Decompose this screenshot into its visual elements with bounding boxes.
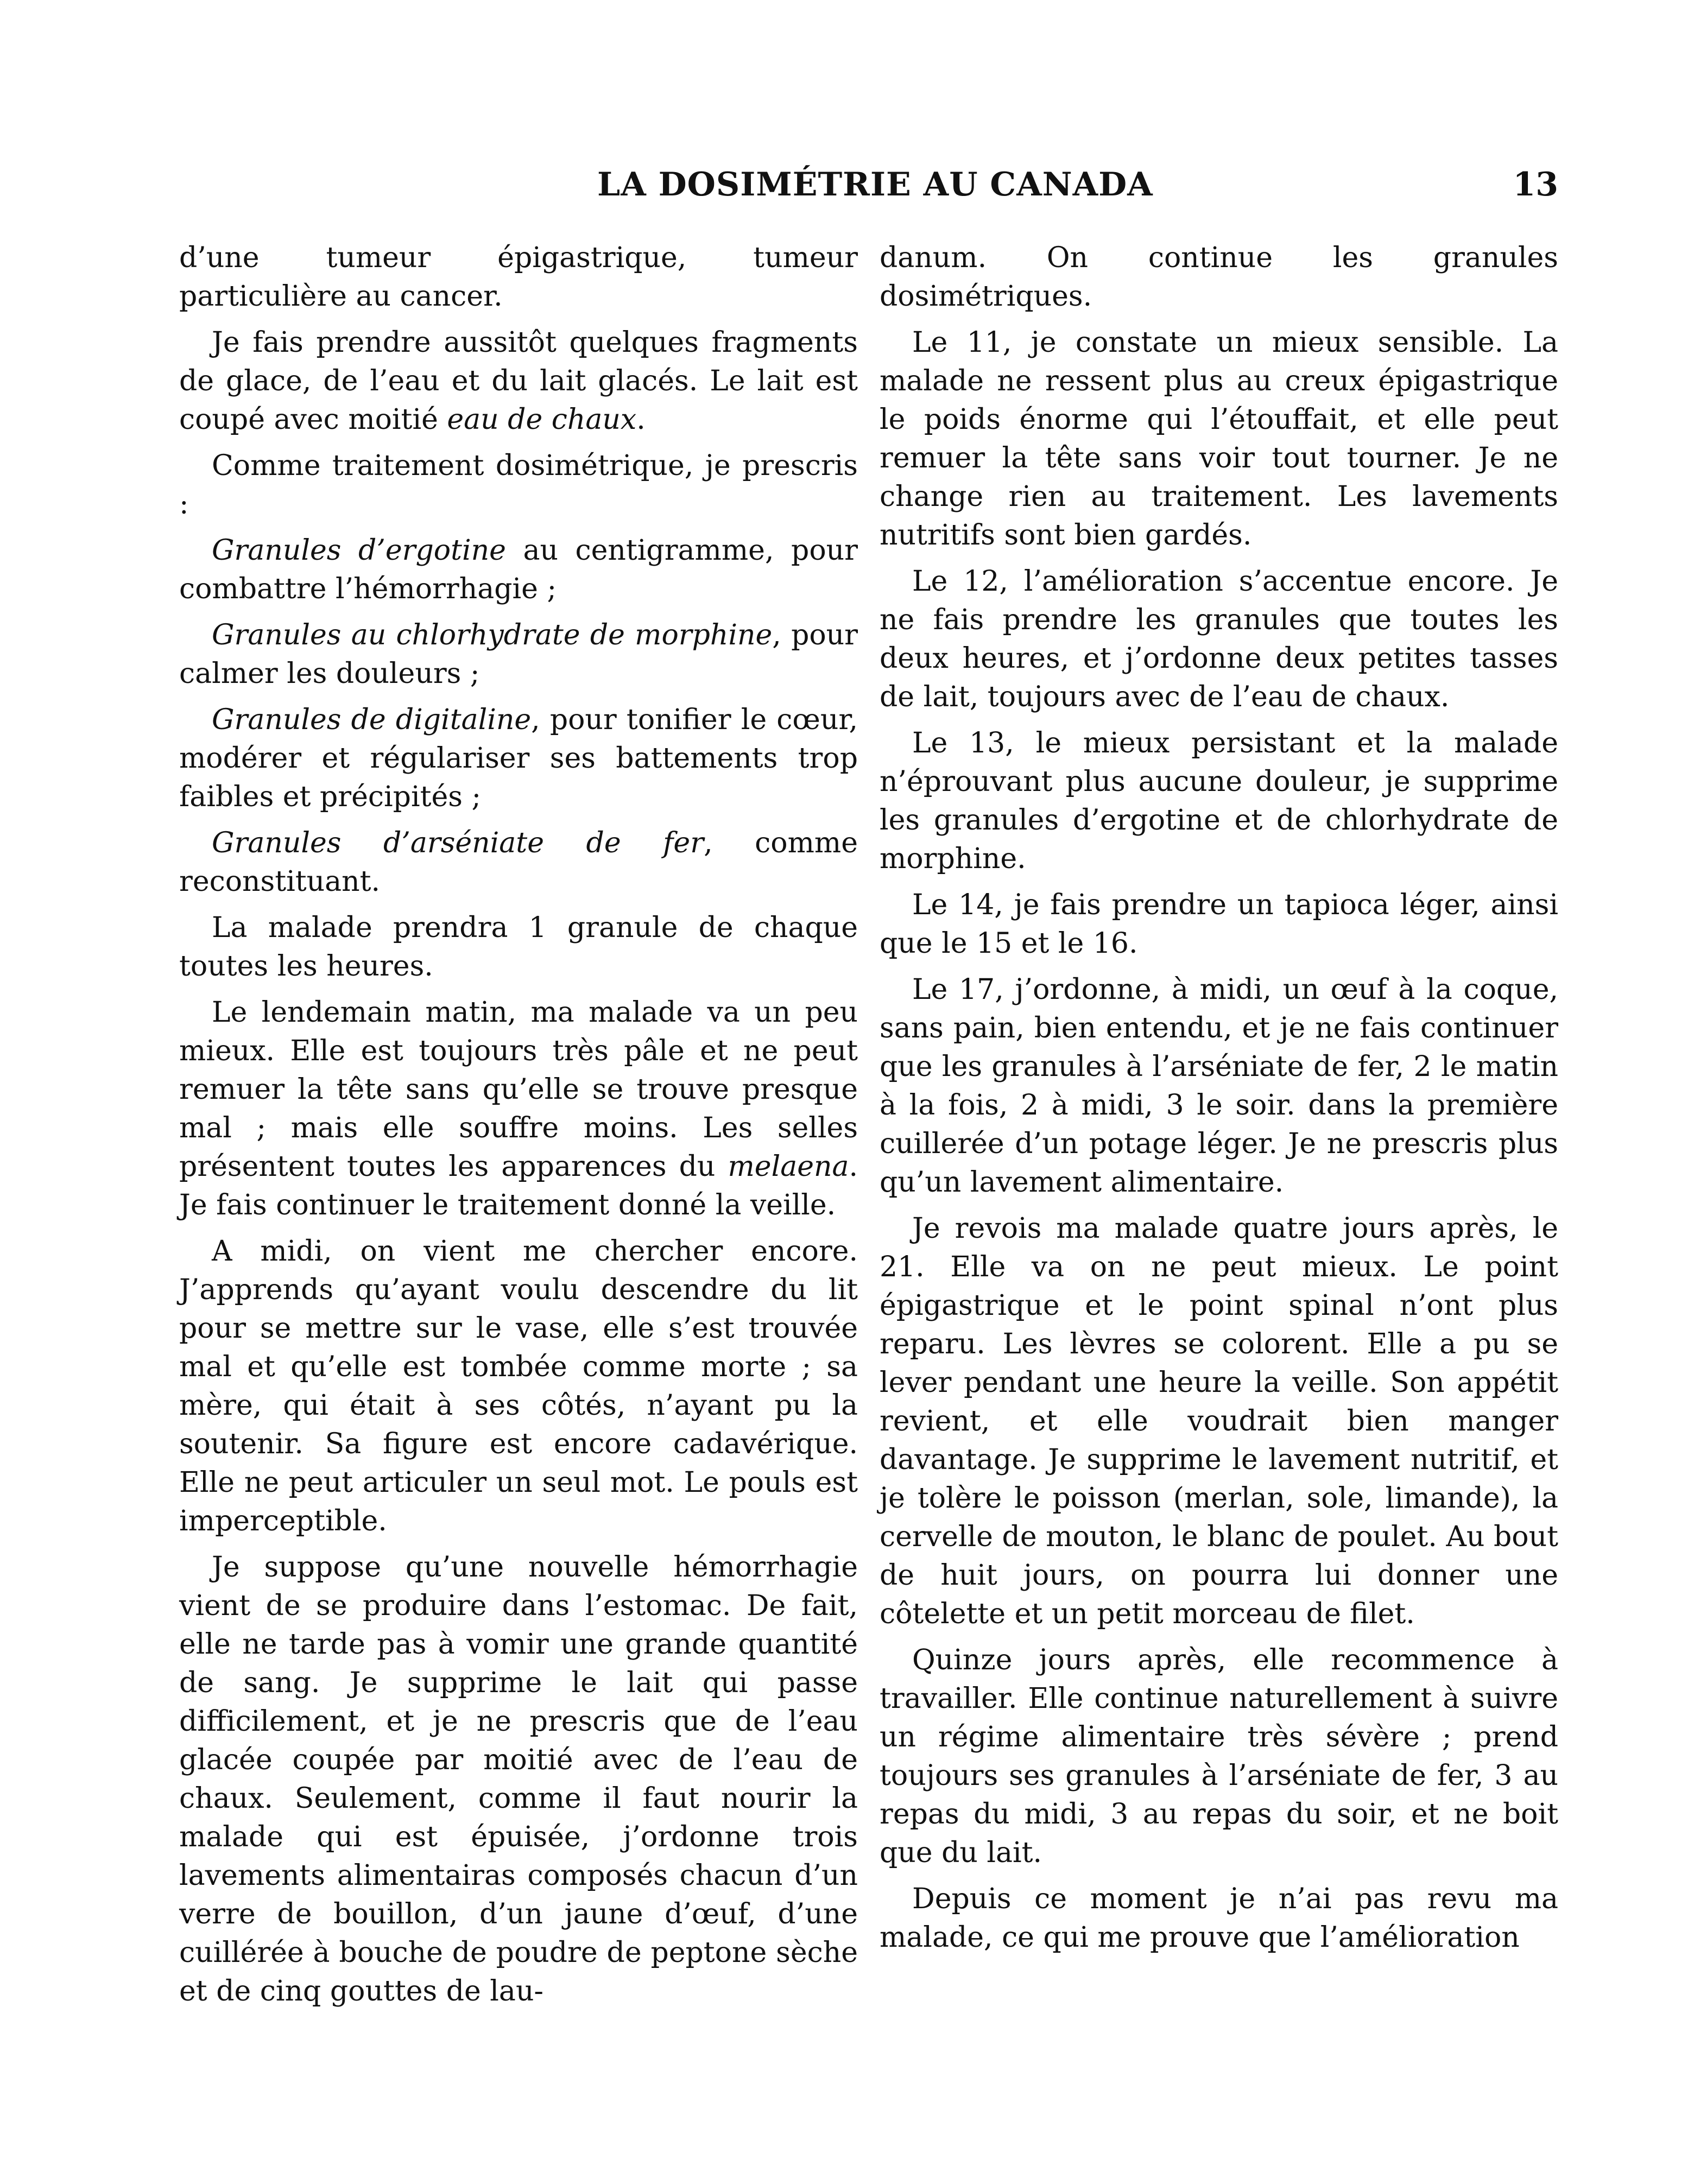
italic-text: Granules au chlorhydrate de morphine — [212, 619, 773, 651]
left-column — [179, 239, 858, 2018]
paragraph: Le 14, je fais prendre un tapioca léger, ainsi que le 15 et le 16. — [880, 889, 1558, 960]
paragraph — [179, 324, 858, 439]
paragraph — [179, 993, 858, 1225]
paragraph-text: au centigramme, pour combattre l’hémorrhagie ; — [179, 534, 858, 605]
prescription-item — [179, 701, 858, 816]
paragraph: La malade prendra 1 granule de chaque toutes les heures. — [179, 911, 858, 983]
paragraph-text: , comme reconstituant. — [179, 827, 858, 898]
paragraph-text: Le lendemain matin, ma malade va un peu mieux. Elle est toujours très pâle et ne peut remuer la tête sans qu’elle se trouve presque mal ; mais elle souffre moins. Les selles présentent toutes les apparences du — [179, 996, 858, 1183]
paragraph: Depuis ce moment je n’ai pas revu ma malade, ce qui me prouve que l’amélioration — [880, 1883, 1558, 1954]
paragraph: A midi, on vient me chercher encore. J’apprends qu’ayant voulu descendre du lit pour se mettre sur le vase, elle s’est trouvée mal et qu’elle est tombée comme morte ; sa mère, qui était à ses côtés, n’ayant pu la soutenir. Sa figure est encore cadavérique. Elle ne peut articuler un seul mot. Le pouls est imperceptible. — [179, 1235, 858, 1537]
italic-text: Granules d’arséniate de fer — [212, 827, 704, 859]
paragraph-text: . Je fais continuer le traitement donné la veille. — [179, 1150, 858, 1221]
paragraph: d’une tumeur épigastrique, tumeur particulière au cancer. — [179, 242, 858, 313]
italic-text: melaena — [728, 1150, 849, 1183]
right-column — [880, 239, 1558, 1965]
paragraph: Je revois ma malade quatre jours après, le 21. Elle va on ne peut mieux. Le point épigastrique et le point spinal n’ont plus reparu. Les lèvres se colorent. Elle a pu se lever pendant une heure la veille. Son appétit revient, et elle voudrait bien manger davantage. Je supprime le lavement nutritif, et je tolère le poisson (merlan, sole, limande), la cervelle de mouton, le blanc de poulet. Au bout de huit jours, on pourra lui donner une côtelette et un petit morceau de filet. — [880, 1212, 1558, 1630]
italic-text: Granules d’ergotine — [212, 534, 506, 567]
paragraph: danum. On continue les granules dosimétriques. — [880, 242, 1558, 313]
page-number: 13 — [1513, 166, 1558, 204]
paragraph-text: Je fais prendre aussitôt quelques fragments de glace, de l’eau et du lait glacés. Le lait est coupé avec moitié — [179, 326, 858, 436]
prescription-item — [179, 616, 858, 693]
paragraph: Comme traitement dosimétrique, je prescris : — [179, 450, 858, 521]
paragraph: Quinze jours après, elle recommence à travailler. Elle continue naturellement à suivre un régime alimentaire très sévère ; prend toujours ses granules à l’arséniate de fer, 3 au repas du midi, 3 au repas du soir, et ne boit que du lait. — [880, 1644, 1558, 1869]
paragraph: Le 13, le mieux persistant et la malade n’éprouvant plus aucune douleur, je supprime les granules d’ergotine et de chlorhydrate de morphine. — [880, 727, 1558, 875]
paragraph-text: . — [636, 403, 646, 436]
paragraph-text: , pour tonifier le cœur, modérer et régulariser ses battements trop faibles et précipités ; — [179, 704, 858, 813]
prescription-item — [179, 824, 858, 901]
italic-text: eau de chaux — [447, 403, 637, 436]
prescription-item — [179, 531, 858, 609]
running-title: LA DOSIMÉTRIE AU CANADA — [597, 166, 1153, 204]
paragraph: Je suppose qu’une nouvelle hémorrhagie vient de se produire dans l’estomac. De fait, elle ne tarde pas à vomir une grande quantité de sang. Je supprime le lait qui passe difficilement, et je ne prescris que de l’eau glacée coupée par moitié avec de l’eau de chaux. Seulement, comme il faut nourir la malade qui est épuisée, j’ordonne trois lavements alimentairas composés chacun d’un verre de bouillon, d’un jaune d’œuf, d’une cuillérée à bouche de poudre de peptone sèche et de cinq gouttes de lau- — [179, 1551, 858, 2008]
italic-text: Granules de digitaline — [212, 704, 532, 736]
paragraph: Le 11, je constate un mieux sensible. La malade ne ressent plus au creux épigastrique le poids énorme qui l’étouffait, et elle peut remuer la tête sans voir tout tourner. Je ne change rien au traitement. Les lavements nutritifs sont bien gardés. — [880, 326, 1558, 552]
paragraph: Le 12, l’amélioration s’accentue encore. Je ne fais prendre les granules que toutes les deux heures, et j’ordonne deux petites tasses de lait, toujours avec de l’eau de chaux. — [880, 565, 1558, 713]
paragraph: Le 17, j’ordonne, à midi, un œuf à la coque, sans pain, bien entendu, et je ne fais continuer que les granules à l’arséniate de fer, 2 le matin à la fois, 2 à midi, 3 le soir. dans la première cuillerée d’un potage léger. Je ne prescris plus qu’un lavement alimentaire. — [880, 973, 1558, 1199]
paragraph-text: , pour calmer les douleurs ; — [179, 619, 858, 690]
